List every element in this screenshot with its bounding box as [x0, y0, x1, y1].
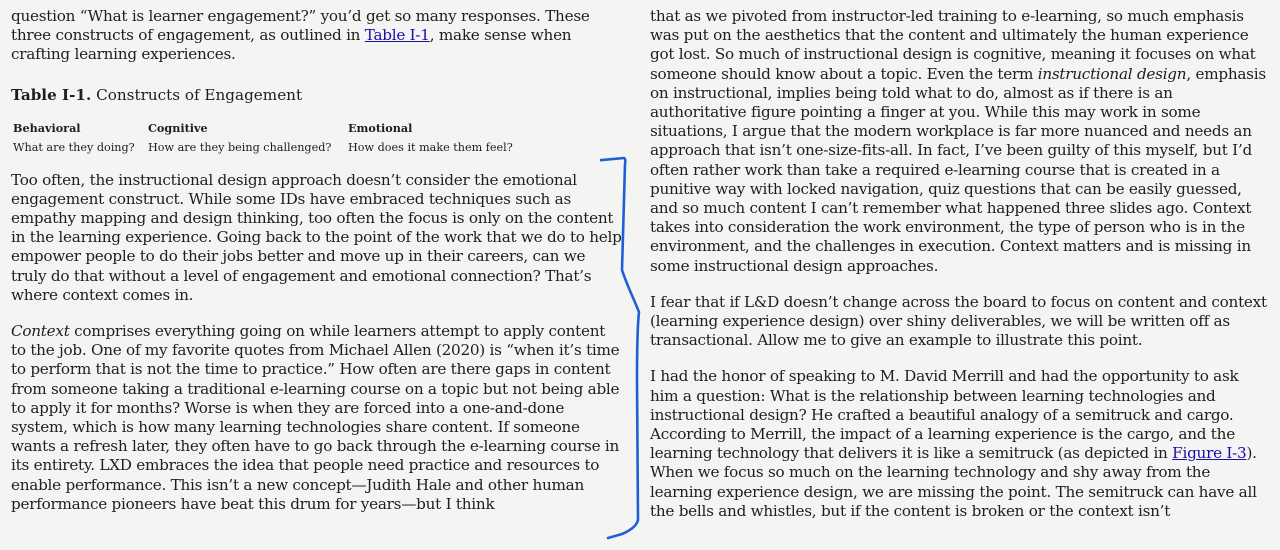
body-paragraph-emotional: Too often, the instructional design approach doesn’t consider the emotional engagement construct. While some IDs have embraced techniques such as empathy mapping and design thinking, too often the focus is only on the content in the learning experience. Going back to the point of the work that we do to help empower people to do their jobs better and move up in their careers, can we truly do that without a level of engagement and emotional connection? That’s where context comes in. [11, 170, 622, 304]
table-caption-title: Constructs of Engagement [91, 85, 303, 104]
table-header-emotional: Emotional [348, 120, 413, 135]
engagement-table [13, 119, 542, 157]
right-column [650, 7, 1268, 521]
bracket-annotation [600, 150, 648, 542]
context-text: comprises everything going on while learners attempt to apply content to the job. One of my favorite quotes from Michael Allen (2020) is “when it’s time to perform that is not the time to practice.” How often are there gaps in content from someone taking a traditional e-learning course on a topic but not being able to apply it for months? Worse is when they are forced into a one-and-done system, which is how many learning technologies share content. If someone wants a refresh later, they often have to go back through the e-learning course in its entirety. LXD embraces the idea that people need practice and resources to enable performance. This isn’t a new concept—Judith Hale and other human performance pioneers have beat this drum for years—but I think [11, 322, 620, 513]
instructional-design-term: instructional design [1037, 64, 1187, 83]
merrill-text: I had the honor of speaking to M. David Merrill and had the opportunity to ask him a question: What is the relationship between learning technologies and instructional design? He crafted a beautiful analogy of a semitruck and cargo. According to Merrill, the impact of a learning experience is the cargo, and the learning technology that delivers it is like a semitruck (as depicted in [650, 367, 1239, 463]
table-caption [11, 86, 623, 105]
intro-paragraph [11, 7, 623, 65]
intro-end-text: , make sense when crafting learning experiences. [11, 26, 572, 64]
table-caption-label: Table I-1. [11, 85, 92, 104]
merrill-text-end: ). When we focus so much on the learning technology and shy away from the learning experience design, we are missing the point. The semitruck can have all the bells and whistles, but if the content is broken or the context isn’t [650, 444, 1257, 520]
table-header-behavioral: Behavioral [13, 120, 81, 135]
aesthetics-text: that as we pivoted from instructor-led training to e-learning, so much emphasis was put on the aesthetics that the content and ultimately the human experience got lost. So much of instructional design is cognitive, meaning it focuses on what someone should know about a topic. Even the term [650, 7, 1256, 83]
figure-link[interactable]: Figure I-3 [1172, 444, 1247, 463]
table-header-cognitive: Cognitive [148, 120, 208, 135]
body-paragraph-transactional: I fear that if L&D doesn’t change across the board to focus on content and context (learning experience design) over shiny deliverables, we will be written off as transactional. Allow me to give an example to illustrate this point. [650, 292, 1267, 350]
aesthetics-text-end: , emphasis on instructional, implies being told what to do, almost as if there is an authoritative figure pointing a finger at you. While this may work in some situations, I argue that the modern workplace is far more nuanced and needs an approach that isn’t one-size-fits-all. In fact, I’ve been guilty of this myself, but I’d often rather work than take a required e-learning course that is created in a punitive way with locked navigation, quiz questions that can be easily guessed, and so much content I can’t remember what happened three slides ago. Context takes into consideration the work environment, the type of person who is in the environment, and the challenges in execution. Context matters and is missing in some instructional design approaches. [650, 64, 1266, 275]
body-paragraph-context [11, 322, 623, 514]
table-cell: What are they doing? [13, 140, 135, 154]
table-link[interactable]: Table I-1 [364, 26, 430, 45]
intro-text: question “What is learner engagement?” you’d get so many responses. These three constructs of engagement, as outlined in [11, 7, 590, 45]
table-cell: How does it make them feel? [348, 140, 513, 154]
body-paragraph-merrill [650, 367, 1268, 521]
body-paragraph-aesthetics [650, 7, 1268, 276]
table-row [13, 138, 542, 157]
table-header-row [13, 119, 542, 138]
table-cell: How are they being challenged? [148, 140, 332, 154]
context-term: Context [11, 322, 70, 341]
left-column [11, 7, 623, 514]
